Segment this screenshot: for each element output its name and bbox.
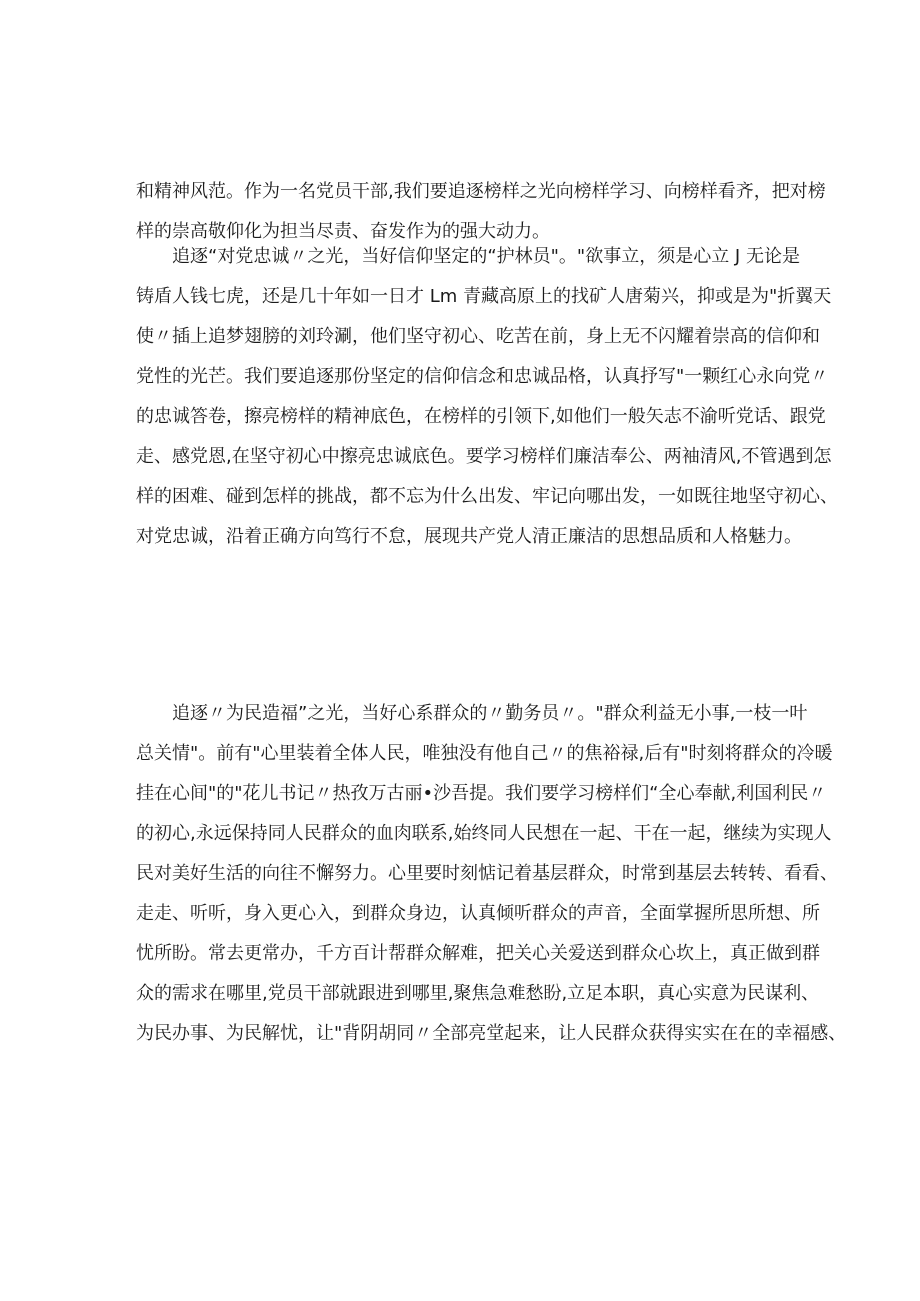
text-line: 挂在心间"的"花儿书记〃热孜万古丽•沙吾提。我们要学习榜样们“全心奉献,利国利民〃: [136, 783, 827, 804]
text-line: 样的困难、碰到怎样的挑战，都不忘为什么出发、牢记向哪出发，一如既往地坚守初心、: [136, 486, 838, 507]
text-line: 追逐“对党忠诚〃之光，当好信仰坚定的“护林员"。"欲事立，须是心立 J 无论是: [172, 246, 800, 267]
text-line: 的忠诚答卷，擦亮榜样的精神底色，在榜样的引领下,如他们一般矢志不渝听党话、跟党: [136, 406, 826, 427]
text-line: 走走、听听，身入更心入，到群众身边，认真倾听群众的声音，全面掌握所思所想、所: [136, 903, 820, 924]
text-line: 追逐〃为民造福”之光，当好心系群众的〃勤务员〃。"群众利益无小事,一枝一叶: [172, 703, 808, 724]
text-line: 的初心,永远保持同人民群众的血肉联系,始终同人民想在一起、干在一起，继续为实现人: [136, 823, 832, 844]
paragraph-3: [136, 694, 847, 1054]
text-line: 众的需求在哪里,党员干部就跟进到哪里,聚焦急难愁盼,立足本职，真心实意为民谋利、: [136, 983, 820, 1004]
text-line: 忧所盼。常去更常办，千方百计帮群众解难，把关心关爱送到群众心坎上，真正做到群: [136, 943, 820, 964]
paragraph-2: [136, 237, 838, 557]
text-line: 和精神风范。作为一名党员干部,我们要追逐榜样之光向榜样学习、向榜样看齐，把对榜: [136, 181, 826, 202]
text-line: 民对美好生活的向往不懈努力。心里要时刻惦记着基层群众，时常到基层去转转、看看、: [136, 863, 838, 884]
text-line: 铸盾人钱七虎，还是几十年如一日才 Lm 青藏高原上的找矿人唐菊兴，抑或是为"折翼天: [136, 286, 832, 307]
text-line: 党性的光芒。我们要追逐那份坚定的信仰信念和忠诚品格，认真抒写"一颗红心永向党〃: [136, 366, 829, 387]
text-line: 为民办事、为民解忧，让"背阴胡同〃全部亮堂起来，让人民群众获得实实在在的幸福感、: [136, 1023, 847, 1044]
text-line: 使〃插上追梦翅膀的刘玲涮，他们坚守初心、吃苦在前，身上无不闪耀着崇高的信仰和: [136, 326, 820, 347]
text-line: 走、感党恩,在坚守初心中擦亮忠诚底色。要学习榜样们廉洁奉公、两袖清风,不管遇到怎: [136, 446, 832, 467]
text-line: 样的崇高敬仰化为担当尽责、奋发作为的强大动力。: [136, 221, 550, 242]
text-line: 总关情"。前有"心里装着全体人民，唯独没有他自己〃的焦裕禄,后有"时刻将群众的冷暖: [136, 743, 833, 764]
text-line: 对党忠诚，沿着正确方向笃行不怠，展现共产党人清正廉洁的思想品质和人格魅力。: [136, 526, 802, 547]
